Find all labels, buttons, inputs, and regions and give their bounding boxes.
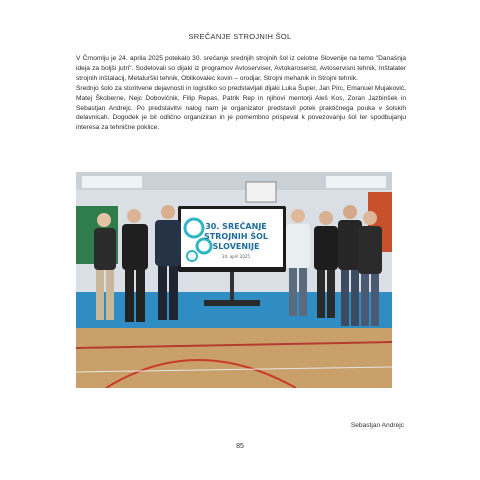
screen-line-2: STROJNIH ŠOL <box>204 232 268 241</box>
article-body <box>76 54 406 133</box>
page-title: SREČANJE STROJNIH ŠOL <box>188 32 292 41</box>
photo-caption: Sebastjan Andrejc <box>350 422 404 429</box>
page-number: 85 <box>236 443 244 450</box>
screen-line-3: SLOVENIJE <box>212 242 260 251</box>
paragraph-participants: Srednjo šolo za storitvene dejavnosti in logistiko so predstavljali dijaki Luka Šuper, Jan Pirc, Emanuel Mujaković, Matej Škoberne, Nejc Dobovičnik, Filip Repas, Patrik Rep in njihovi mentorji Aleš Kos, Zoran Jazbinšek in Sebastjan Andrejc. Po predstavitvi nalog nam je organizator predstavil potek praktičnega pouka v šolskih delavnicah. Dogodek je bil odlično organiziran in je pomembno prispeval k povezovanju šol ter spodbujanju interesa za tehnične poklice. <box>76 84 406 132</box>
group-photo <box>76 172 392 388</box>
screen-date: 24. april 2025 <box>222 254 250 259</box>
screen-line-1: 30. SREČANJE <box>205 222 267 231</box>
paragraph-intro: V Črnomlju je 24. aprila 2025 potekalo 30. srečanje srednjih strojnih šol iz celotne Slovenije na temo "Današnja ideja za boljši jutri". Sodelovali so dijaki iz programov Avtoserviser, Avtokaroserist, Avtoservisni tehnik, Inštalater strojnih inštalacij, Metalurški tehnik, Oblikovalec kovin – orodjar, Strojni mehanik in Strojni tehnik. <box>76 55 406 82</box>
